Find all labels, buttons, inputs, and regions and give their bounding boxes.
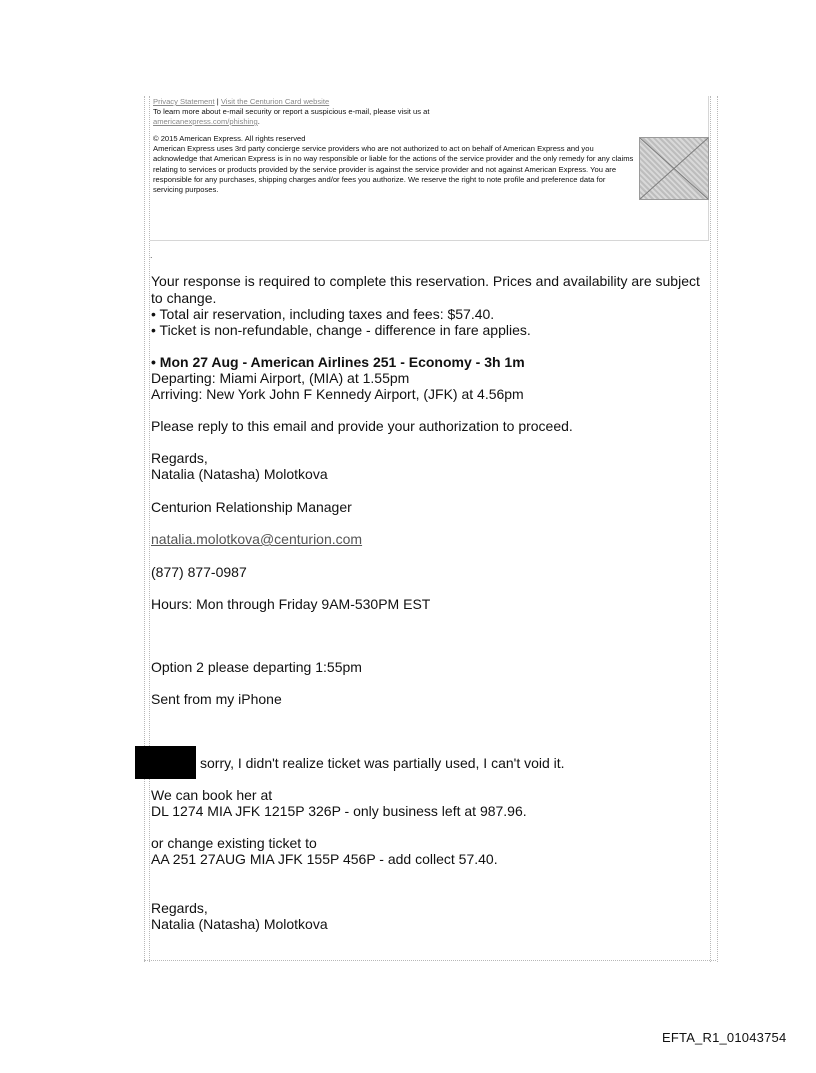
centurion-website-link[interactable]: Visit the Centurion Card website	[220, 97, 330, 106]
phishing-period: .	[257, 117, 260, 126]
copyright-text: © 2015 American Express. All rights reserved	[153, 134, 306, 143]
departing-line: Departing: Miami Airport, (MIA) at 1.55pm	[151, 370, 410, 386]
email-frame-bottom	[144, 960, 716, 961]
email-frame-right	[710, 96, 718, 962]
change-line-1: or change existing ticket to	[151, 835, 317, 851]
sender-title: Centurion Relationship Manager	[151, 499, 352, 515]
disclaimer-text: American Express uses 3rd party concierge service providers who are not authorized to act on behalf of American Express and you acknowledge that American Express is in no way responsible or liable for the actions of the service provider and the only remedy for any claims relating to services or products provided by the service provider is against the service provider and not against American Express. You are responsible for any purchases, shipping charges and/or fees you authorize. We reserve the right to note profile and preference data for servicing purposes.	[153, 144, 634, 195]
bullet-refund: • Ticket is non-refundable, change - difference in fare applies.	[151, 322, 531, 338]
reservation-intro: Your response is required to complete this reservation. Prices and availability are subject to change.	[151, 273, 700, 306]
privacy-statement-link[interactable]: Privacy Statement	[153, 97, 215, 106]
regards-1: Regards,	[151, 450, 208, 466]
book-line-2: DL 1274 MIA JFK 1215P 326P - only business left at 987.96.	[151, 803, 527, 819]
document-id: EFTA_R1_01043754	[662, 1030, 787, 1045]
sender-name-1: Natalia (Natasha) Molotkova	[151, 466, 328, 482]
phishing-link[interactable]: americanexpress.com/phishing	[153, 117, 258, 126]
stray-dot: .	[150, 250, 153, 260]
security-text: To learn more about e-mail security or report a suspicious e-mail, please visit us at	[153, 107, 430, 116]
sender-phone: (877) 877-0987	[151, 564, 247, 580]
broken-image-icon	[639, 137, 709, 200]
change-line-2: AA 251 27AUG MIA JFK 155P 456P - add collect 57.40.	[151, 851, 498, 867]
sender-hours: Hours: Mon through Friday 9AM-530PM EST	[151, 596, 431, 612]
apology-line: sorry, I didn't realize ticket was partially used, I can't void it.	[200, 755, 565, 771]
book-line-1: We can book her at	[151, 787, 273, 803]
reply-option: Option 2 please departing 1:55pm	[151, 659, 362, 675]
flight-heading: • Mon 27 Aug - American Airlines 251 - Economy - 3h 1m	[151, 354, 525, 370]
footer-separator: |	[216, 97, 219, 106]
footer-links	[153, 97, 329, 107]
sender-name-2: Natalia (Natasha) Molotkova	[151, 916, 328, 932]
regards-2: Regards,	[151, 900, 208, 916]
redaction-box	[135, 746, 196, 779]
reply-request: Please reply to this email and provide your authorization to proceed.	[151, 418, 573, 434]
iphone-signature: Sent from my iPhone	[151, 691, 282, 707]
sender-email-link[interactable]: natalia.molotkova@centurion.com	[151, 531, 363, 547]
arriving-line: Arriving: New York John F Kennedy Airport, (JFK) at 4.56pm	[151, 386, 524, 402]
phishing-line	[153, 117, 260, 127]
bullet-total: • Total air reservation, including taxes and fees: $57.40.	[151, 306, 495, 322]
